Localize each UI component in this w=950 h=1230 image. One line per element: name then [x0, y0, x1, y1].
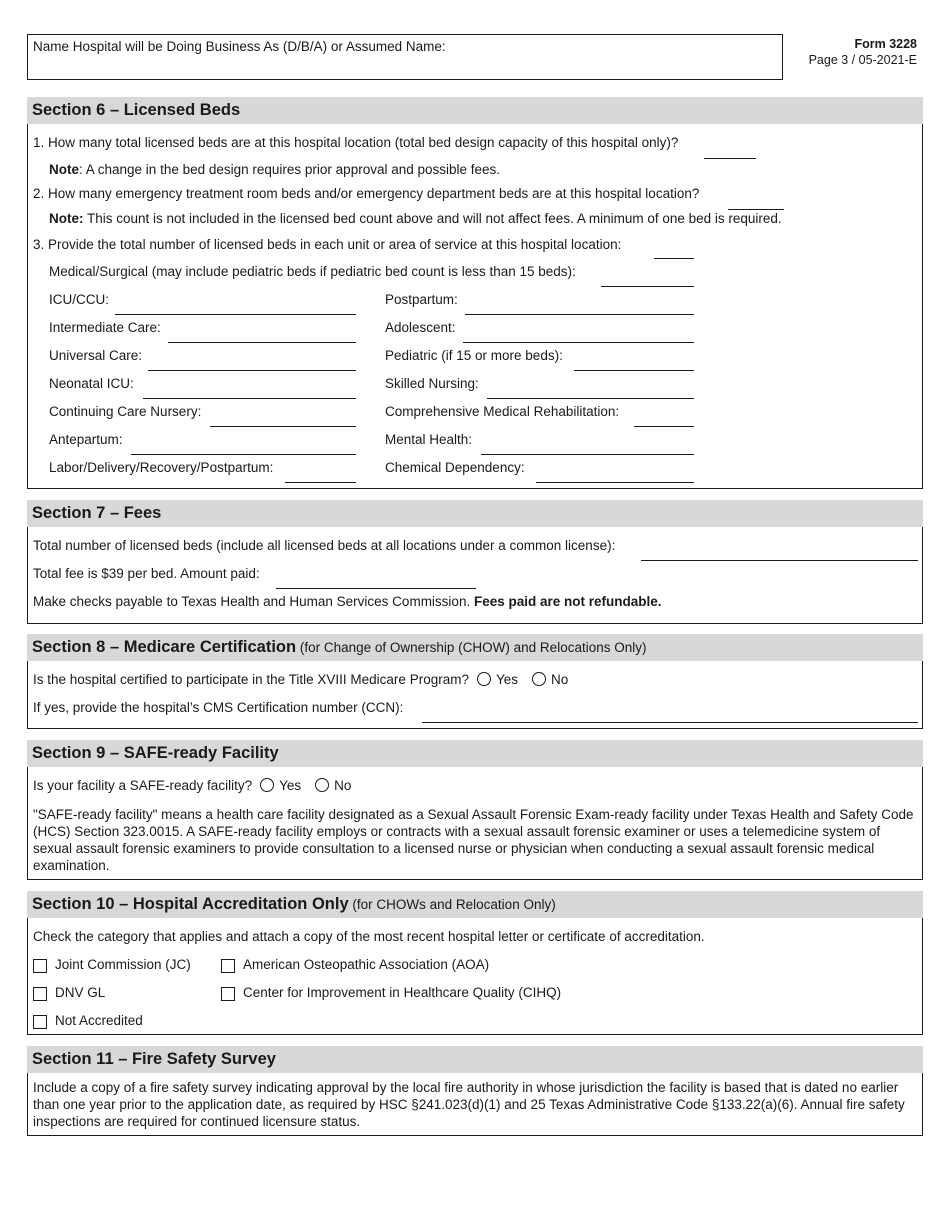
ccn-input[interactable]: [422, 707, 918, 723]
ldrp-input[interactable]: [285, 467, 356, 483]
section8-box: [27, 661, 923, 729]
safe-definition: "SAFE-ready facility" means a health care facility designated as a Sexual Assault Forensic Exam-ready facility under Texas Health and Safety Code (HCS) Section 323.0015. A SAFE-ready facility employs or contracts with a sexual assault forensic examiner or uses a telemedicine system of sexual assault forensic examiners to provide consultation to a licensed nurse or physician when conducting a sexual assault forensic medical examination.: [33, 807, 914, 873]
total-beds-all-locations-input[interactable]: [641, 545, 918, 561]
safe-question: Is your facility a SAFE-ready facility? Yes No: [33, 778, 352, 793]
unit-label-nursery: Continuing Care Nursery:: [49, 404, 202, 419]
not-accredited-checkbox[interactable]: [33, 1015, 47, 1029]
chemical-dependency-input[interactable]: [536, 467, 694, 483]
universal-care-input[interactable]: [148, 355, 356, 371]
section6-box: [27, 124, 923, 489]
dba-label: Name Hospital will be Doing Business As (D/B/A) or Assumed Name:: [33, 39, 446, 54]
section9-box: [27, 767, 923, 880]
cihq-label: Center for Improvement in Healthcare Quality (CIHQ): [243, 985, 562, 1000]
unit-label-rehab: Comprehensive Medical Rehabilitation:: [385, 404, 620, 419]
unit-label-icu: ICU/CCU:: [49, 292, 109, 307]
continuing-care-nursery-input[interactable]: [210, 411, 356, 427]
unit-label-antepartum: Antepartum:: [49, 432, 123, 447]
rehabilitation-input[interactable]: [634, 411, 694, 427]
not-accredited-label: Not Accredited: [55, 1013, 143, 1028]
unit-label-adolescent: Adolescent:: [385, 320, 456, 335]
section7-heading: Section 7 – Fees: [27, 500, 923, 527]
emergency-beds-input[interactable]: [728, 194, 784, 210]
section7-box: [27, 527, 923, 624]
unit-label-neonatal: Neonatal ICU:: [49, 376, 134, 391]
section8-heading: Section 8 – Medicare Certification (for Change of Ownership (CHOW) and Relocations Only): [27, 634, 923, 661]
unit-label-chemical-dependency: Chemical Dependency:: [385, 460, 525, 475]
icu-input[interactable]: [115, 299, 356, 315]
note1: Note: A change in the bed design requires prior approval and possible fees.: [49, 162, 501, 177]
safe-yes-label: Yes: [279, 778, 302, 793]
unit-label-skilled-nursing: Skilled Nursing:: [385, 376, 479, 391]
medicare-yes-radio[interactable]: [477, 672, 491, 686]
section10-heading: Section 10 – Hospital Accreditation Only (for CHOWs and Relocation Only): [27, 891, 923, 918]
antepartum-input[interactable]: [131, 439, 356, 455]
payable-text: Make checks payable to Texas Health and Human Services Commission. Fees paid are not refundable.: [33, 594, 662, 609]
unit-total-input[interactable]: [654, 243, 694, 259]
safe-no-radio[interactable]: [315, 778, 329, 792]
note2: Note: This count is not included in the licensed bed count above and will not affect fees. A minimum of one bed is required.: [49, 211, 782, 226]
section11-heading: Section 11 – Fire Safety Survey: [27, 1046, 923, 1073]
safe-no-label: No: [334, 778, 352, 793]
unit-label-mental-health: Mental Health:: [385, 432, 473, 447]
q1-text: 1. How many total licensed beds are at this hospital location (total bed design capacity of this hospital only)?: [33, 135, 679, 150]
adolescent-input[interactable]: [463, 327, 694, 343]
page-info: Page 3 / 05-2021-E: [808, 53, 917, 67]
intermediate-care-input[interactable]: [168, 327, 356, 343]
dba-field-box: [27, 34, 783, 80]
pediatric-input[interactable]: [574, 355, 694, 371]
unit-label-ldrp: Labor/Delivery/Recovery/Postpartum:: [49, 460, 274, 475]
accreditation-instruction: Check the category that applies and attach a copy of the most recent hospital letter or certificate of accreditation.: [33, 929, 705, 944]
medicare-no-label: No: [551, 672, 569, 687]
unit-label-universal: Universal Care:: [49, 348, 143, 363]
unit-label-intermediate: Intermediate Care:: [49, 320, 161, 335]
section6-heading: Section 6 – Licensed Beds: [27, 97, 923, 124]
total-licensed-beds-input[interactable]: [704, 143, 756, 159]
q2-text: 2. How many emergency treatment room beds and/or emergency department beds are at this hospital location?: [33, 186, 700, 201]
total-beds-label: Total number of licensed beds (include all licensed beds at all locations under a common license):: [33, 538, 616, 553]
aoa-checkbox[interactable]: [221, 959, 235, 973]
unit-label-pediatric: Pediatric (if 15 or more beds):: [385, 348, 563, 363]
mental-health-input[interactable]: [481, 439, 694, 455]
section11-box: [27, 1073, 923, 1136]
form-id: [809, 36, 917, 68]
skilled-nursing-input[interactable]: [487, 383, 694, 399]
dba-input[interactable]: [33, 60, 777, 76]
amount-paid-input[interactable]: [276, 573, 476, 589]
joint-commission-label: Joint Commission (JC): [55, 957, 191, 972]
section10-box: [27, 918, 923, 1035]
aoa-label: American Osteopathic Association (AOA): [243, 957, 490, 972]
medicare-no-radio[interactable]: [532, 672, 546, 686]
medicare-question: Is the hospital certified to participate in the Title XVIII Medicare Program? Yes No: [33, 672, 569, 687]
fire-safety-text: Include a copy of a fire safety survey indicating approval by the local fire authority in whose jurisdiction the facility is based that is dated no earlier than one year prior to the application date, as required by HSC §241.023(d)(1) and 25 Texas Administrative Code §133.22(a)(6). Annual fire safety inspections are required for continued licensure status.: [33, 1080, 905, 1129]
section9-heading: Section 9 – SAFE-ready Facility: [27, 740, 923, 767]
medsurg-label: Medical/Surgical (may include pediatric beds if pediatric bed count is less than 15 beds):: [49, 264, 576, 279]
neonatal-icu-input[interactable]: [143, 383, 356, 399]
fee-label: Total fee is $39 per bed. Amount paid:: [33, 566, 260, 581]
medicare-yes-label: Yes: [495, 672, 518, 687]
dnv-gl-label: DNV GL: [55, 985, 106, 1000]
postpartum-input[interactable]: [465, 299, 694, 315]
form-number: Form 3228: [854, 37, 917, 51]
medsurg-input[interactable]: [601, 271, 694, 287]
dnv-gl-checkbox[interactable]: [33, 987, 47, 1001]
safe-yes-radio[interactable]: [260, 778, 274, 792]
joint-commission-checkbox[interactable]: [33, 959, 47, 973]
unit-label-postpartum: Postpartum:: [385, 292, 458, 307]
ccn-label: If yes, provide the hospital’s CMS Certification number (CCN):: [33, 700, 404, 715]
cihq-checkbox[interactable]: [221, 987, 235, 1001]
q3-text: 3. Provide the total number of licensed beds in each unit or area of service at this hospital location:: [33, 237, 622, 252]
